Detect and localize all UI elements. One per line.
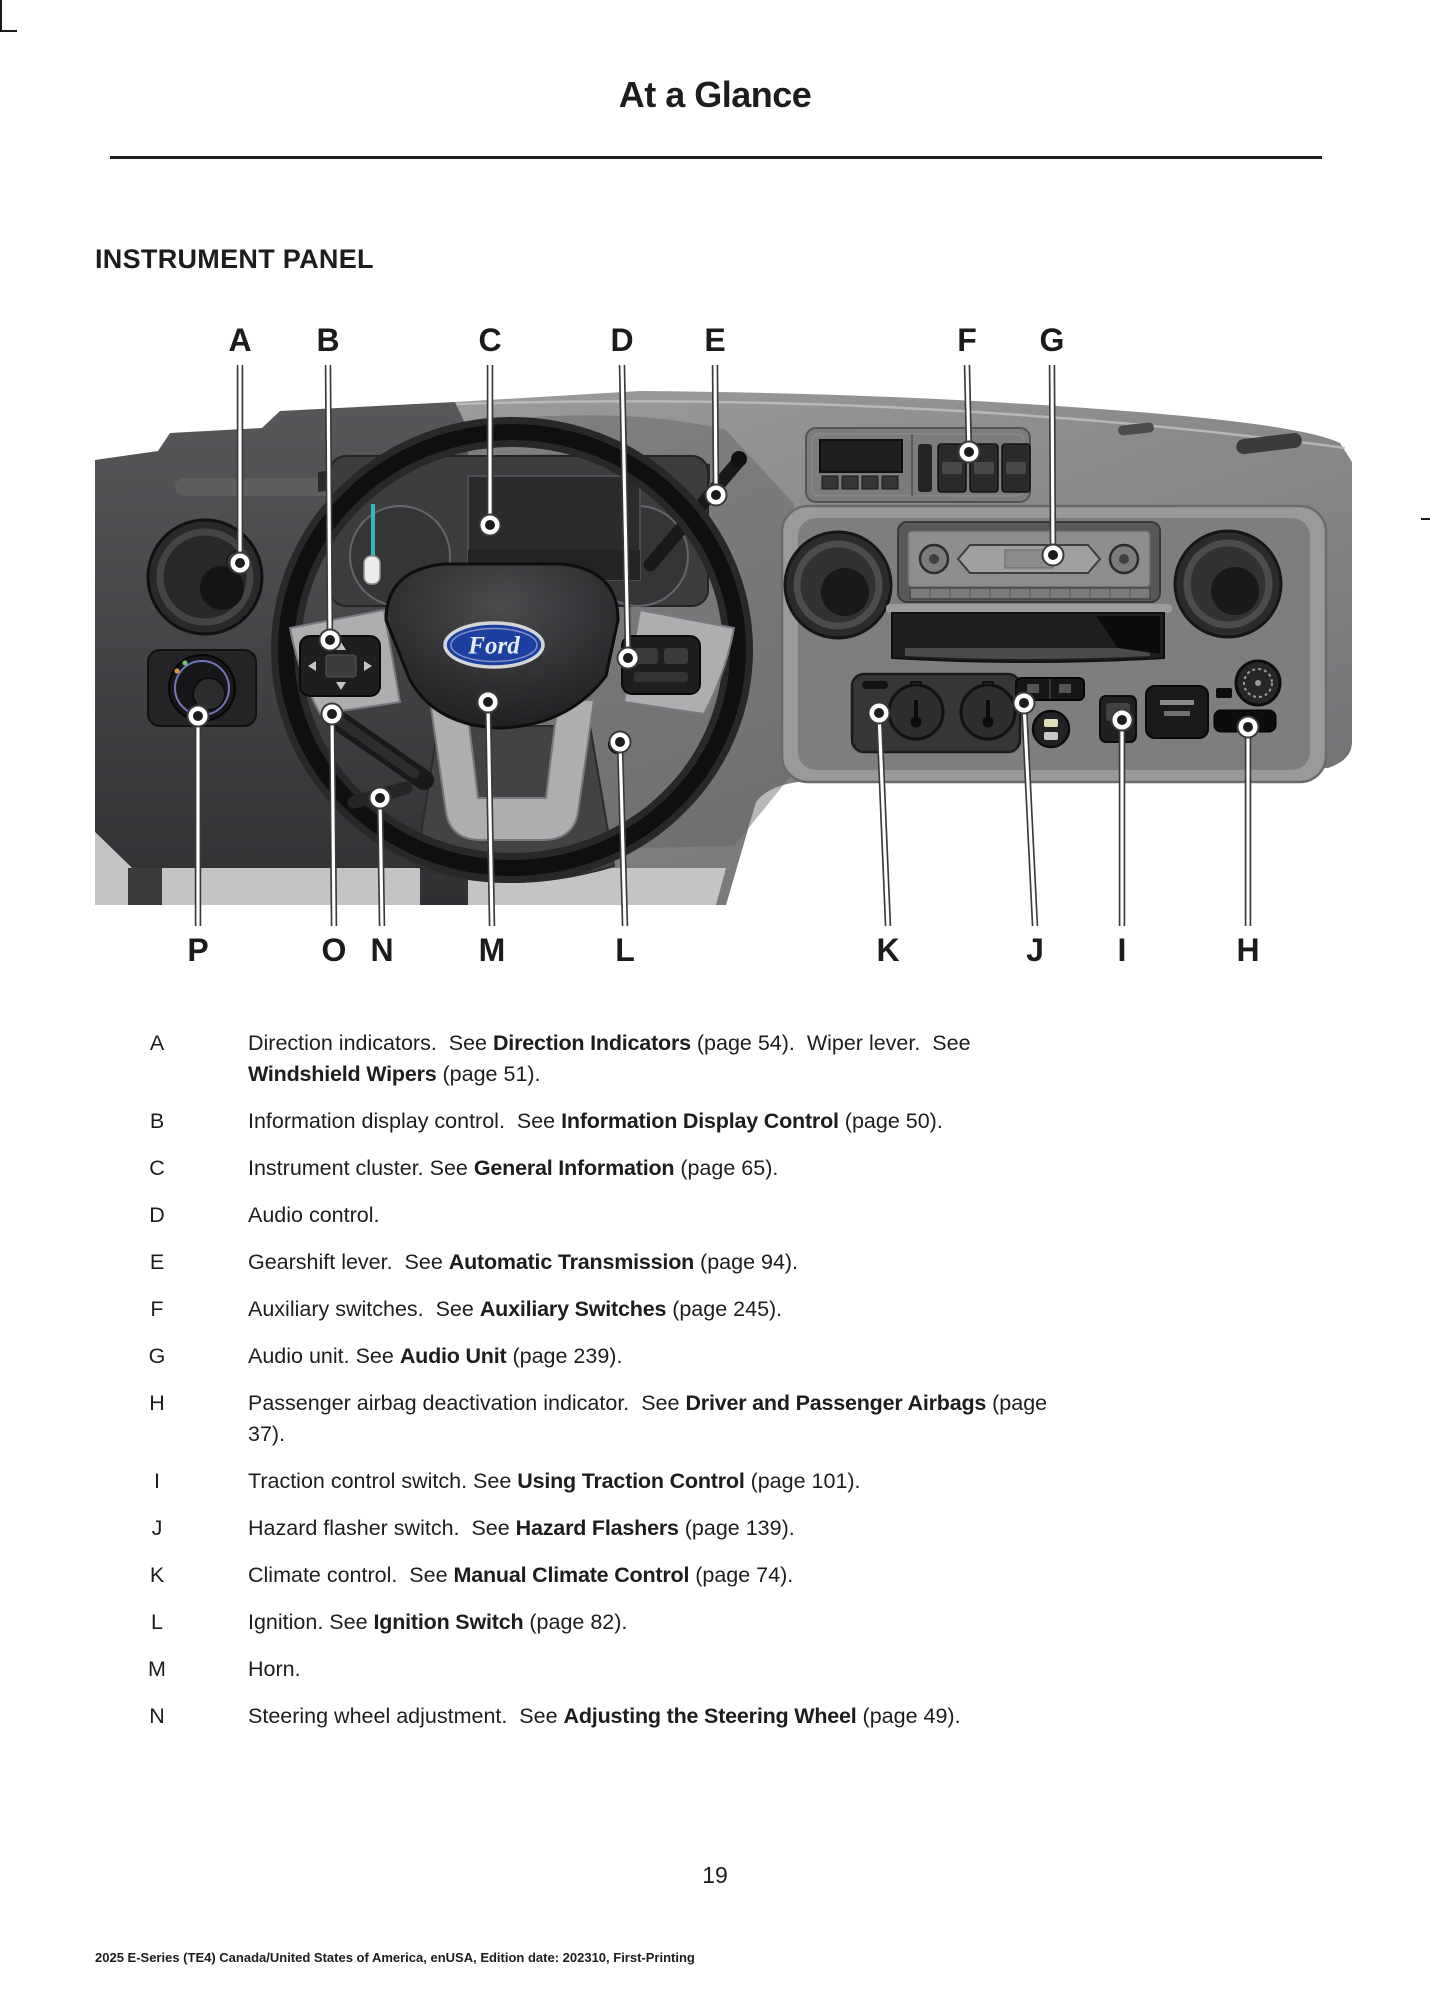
legend-item	[140, 1560, 1100, 1591]
instrument-panel-diagram	[0, 300, 1430, 990]
header-rule	[110, 156, 1322, 159]
callout-letter-H: H	[1236, 932, 1260, 968]
legend-text: Gearshift lever. See Automatic Transmission (page 94).	[248, 1250, 799, 1274]
legend-item	[140, 1513, 1100, 1544]
callout-letter-N: N	[370, 932, 394, 968]
dash-foot	[128, 868, 162, 905]
legend-text: Auxiliary switches. See Auxiliary Switches (page 245).	[248, 1297, 783, 1321]
legend-text: Audio unit. See Audio Unit (page 239).	[248, 1344, 623, 1368]
legend-text: Hazard flasher switch. See Hazard Flashers (page 139).	[248, 1516, 795, 1540]
legend-text: Instrument cluster. See General Information (page 65).	[248, 1156, 779, 1180]
legend-letter: A	[149, 1031, 165, 1055]
callout-letter-K: K	[876, 932, 900, 968]
legend-text: Climate control. See Manual Climate Control (page 74).	[248, 1563, 794, 1587]
selector-knob	[1033, 711, 1069, 747]
legend-text: Direction indicators. See Direction Indicators (page 54). Wiper lever. See Windshield Wipers (page 51).	[248, 1031, 971, 1086]
callout-letter-O: O	[321, 932, 347, 968]
callout-letter-E: E	[704, 322, 726, 358]
legend-text: Ignition. See Ignition Switch (page 82).	[248, 1610, 628, 1634]
gauge-needle	[371, 504, 375, 560]
callout-letter-F: F	[957, 322, 977, 358]
callout-letter-B: B	[316, 322, 340, 358]
callout-letter-L: L	[615, 932, 635, 968]
legend-text: Traction control switch. See Using Traction Control (page 101).	[248, 1469, 861, 1493]
page-title: At a Glance	[618, 74, 812, 115]
legend-item	[140, 1247, 1100, 1278]
legend-item	[140, 1153, 1100, 1184]
legend-item	[140, 1200, 1100, 1231]
legend-text: Audio control.	[248, 1203, 380, 1227]
legend-item	[140, 1701, 1100, 1732]
storage-bin	[886, 604, 1172, 662]
callout-letter-P: P	[187, 932, 209, 968]
audio-unit	[898, 522, 1160, 602]
legend-letter: B	[149, 1109, 165, 1133]
legend-item	[140, 1106, 1100, 1137]
legend-letter: L	[151, 1610, 163, 1634]
legend-item	[140, 1028, 1100, 1090]
legend-item	[140, 1388, 1100, 1450]
legend-text: Horn.	[248, 1657, 301, 1681]
legend-letter: J	[151, 1516, 163, 1540]
edition-footer: 2025 E-Series (TE4) Canada/United States of America, enUSA, Edition date: 202310, First-Printing	[95, 1950, 695, 1965]
legend-letter: M	[148, 1657, 166, 1681]
stack-air-vent-left	[785, 532, 891, 638]
legend-letter: H	[149, 1391, 165, 1415]
callout-letter-D: D	[610, 322, 634, 358]
auxiliary-switch-panel	[806, 428, 1030, 502]
legend-letter: I	[154, 1469, 160, 1493]
legend-letter: C	[149, 1156, 165, 1180]
legend-letter: G	[148, 1344, 166, 1368]
legend-letter: F	[150, 1297, 164, 1321]
ac-aux-switch	[1146, 686, 1208, 738]
aux-display	[820, 440, 902, 472]
legend-text: Passenger airbag deactivation indicator. See Driver and Passenger Airbags (page 37).	[248, 1391, 1048, 1446]
legend-item	[140, 1654, 1100, 1685]
page-corner-mark	[0, 0, 17, 32]
ford-badge-text: Ford	[468, 632, 520, 660]
legend-item	[140, 1294, 1100, 1325]
callout-letter-A: A	[228, 322, 252, 358]
dashboard-illustration	[95, 391, 1352, 905]
legend-item	[140, 1341, 1100, 1372]
legend-text: Steering wheel adjustment. See Adjusting the Steering Wheel (page 49).	[248, 1704, 961, 1728]
legend-letter: E	[149, 1250, 165, 1274]
stack-air-vent-right	[1175, 531, 1281, 637]
legend-letter: D	[149, 1203, 165, 1227]
legend-item	[140, 1466, 1100, 1497]
driver-air-vent	[148, 520, 262, 634]
callout-letter-C: C	[478, 322, 502, 358]
ford-badge	[445, 623, 543, 667]
callout-letter-I: I	[1117, 932, 1127, 968]
section-heading: INSTRUMENT PANEL	[95, 244, 374, 274]
page-number: 19	[702, 1862, 728, 1888]
legend-letter: N	[149, 1704, 165, 1728]
legend-list	[140, 1028, 1100, 1748]
callout-letter-M: M	[478, 932, 506, 968]
callout-letter-J: J	[1026, 932, 1044, 968]
legend-item	[140, 1607, 1100, 1638]
legend-text: Information display control. See Information Display Control (page 50).	[248, 1109, 943, 1133]
callout-letter-G: G	[1039, 322, 1065, 358]
legend-letter: K	[149, 1563, 165, 1587]
